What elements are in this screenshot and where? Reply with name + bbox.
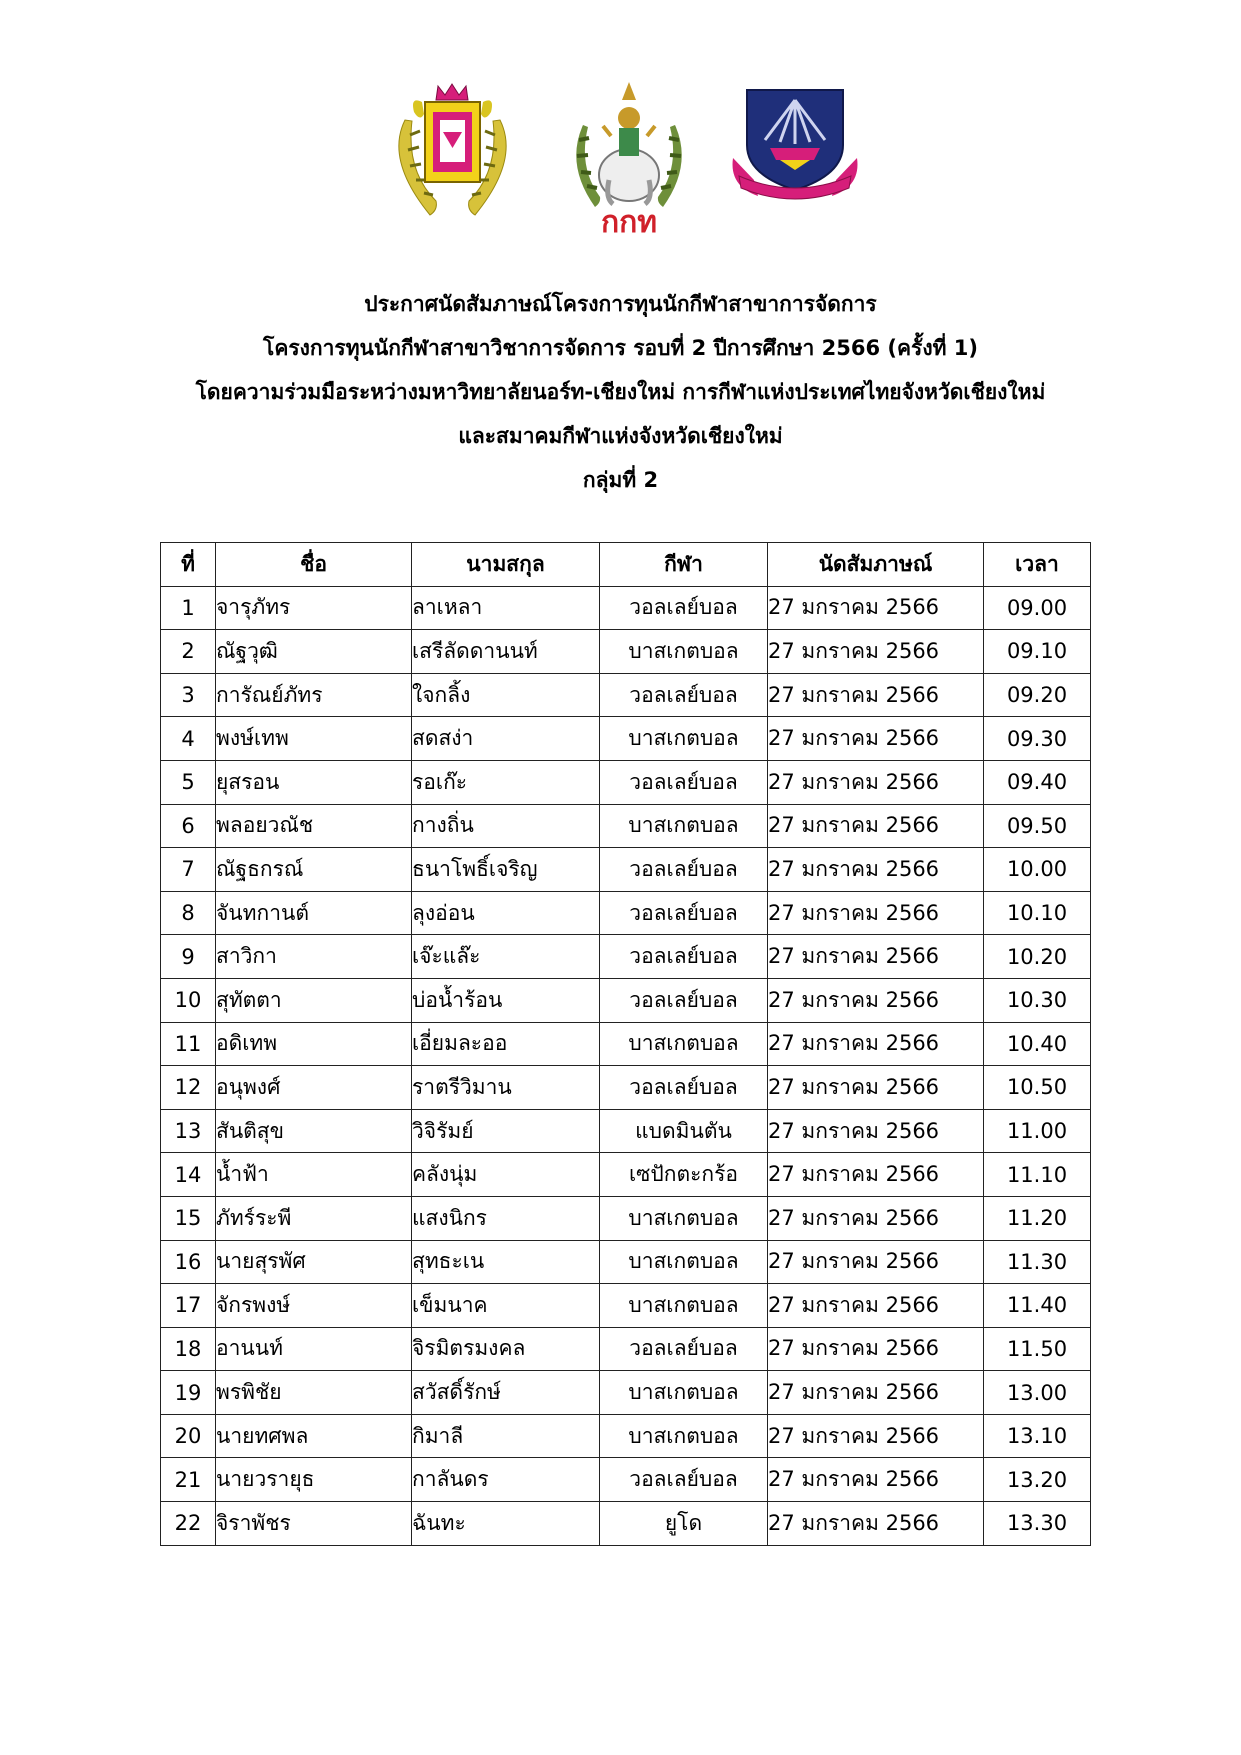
interview-schedule-table bbox=[160, 542, 1091, 1546]
cell-no: 17 bbox=[161, 1284, 216, 1328]
cell-first-name: ยุสรอน bbox=[216, 760, 412, 804]
table-header-row bbox=[161, 543, 1091, 587]
table-row bbox=[161, 1502, 1091, 1546]
cell-interview-date: 27 มกราคม 2566 bbox=[768, 848, 984, 892]
cell-interview-date: 27 มกราคม 2566 bbox=[768, 1371, 984, 1415]
cell-first-name: การัณย์ภัทร bbox=[216, 673, 412, 717]
cell-sport: วอลเลย์บอล bbox=[600, 891, 768, 935]
cell-first-name: อานนท์ bbox=[216, 1327, 412, 1371]
cell-first-name: นายสุรพัศ bbox=[216, 1240, 412, 1284]
cell-sport: วอลเลย์บอล bbox=[600, 935, 768, 979]
cell-last-name: กิมาลี bbox=[412, 1414, 600, 1458]
cell-interview-date: 27 มกราคม 2566 bbox=[768, 1284, 984, 1328]
table-row bbox=[161, 891, 1091, 935]
cell-first-name: ภัทร์ระพี bbox=[216, 1196, 412, 1240]
cell-first-name: จันทกานต์ bbox=[216, 891, 412, 935]
table-body bbox=[161, 586, 1091, 1545]
cell-sport: บาสเกตบอล bbox=[600, 630, 768, 674]
provincial-association-emblem-logo bbox=[725, 80, 865, 210]
cell-sport: วอลเลย์บอล bbox=[600, 760, 768, 804]
cell-time: 09.10 bbox=[984, 630, 1091, 674]
cell-no: 15 bbox=[161, 1196, 216, 1240]
cell-interview-date: 27 มกราคม 2566 bbox=[768, 760, 984, 804]
cell-sport: บาสเกตบอล bbox=[600, 1414, 768, 1458]
cell-time: 13.10 bbox=[984, 1414, 1091, 1458]
cell-interview-date: 27 มกราคม 2566 bbox=[768, 891, 984, 935]
header-last-name: นามสกุล bbox=[412, 543, 600, 587]
cell-no: 22 bbox=[161, 1502, 216, 1546]
cell-time: 13.00 bbox=[984, 1371, 1091, 1415]
cell-interview-date: 27 มกราคม 2566 bbox=[768, 1109, 984, 1153]
logo-row bbox=[0, 80, 1241, 240]
university-crest-logo bbox=[380, 80, 525, 220]
cell-interview-date: 27 มกราคม 2566 bbox=[768, 673, 984, 717]
cell-time: 11.30 bbox=[984, 1240, 1091, 1284]
cell-interview-date: 27 มกราคม 2566 bbox=[768, 1066, 984, 1110]
announcement-heading bbox=[0, 282, 1241, 502]
header-first-name: ชื่อ bbox=[216, 543, 412, 587]
cell-sport: วอลเลย์บอล bbox=[600, 673, 768, 717]
table-row bbox=[161, 630, 1091, 674]
cell-time: 10.10 bbox=[984, 891, 1091, 935]
cell-interview-date: 27 มกราคม 2566 bbox=[768, 1502, 984, 1546]
cell-sport: แบดมินตัน bbox=[600, 1109, 768, 1153]
table-row bbox=[161, 1240, 1091, 1284]
table-row bbox=[161, 717, 1091, 761]
cell-time: 09.20 bbox=[984, 673, 1091, 717]
cell-last-name: ราตรีวิมาน bbox=[412, 1066, 600, 1110]
cell-last-name: รอเก๊ะ bbox=[412, 760, 600, 804]
cell-first-name: สาวิกา bbox=[216, 935, 412, 979]
cell-first-name: อนุพงศ์ bbox=[216, 1066, 412, 1110]
group-label: กลุ่มที่ 2 bbox=[582, 468, 659, 492]
cell-no: 13 bbox=[161, 1109, 216, 1153]
heading-line-3: โดยความร่วมมือระหว่างมหาวิทยาลัยนอร์ท-เชียงใหม่ การกีฬาแห่งประเทศไทยจังหวัดเชียงใหม่ bbox=[195, 380, 1046, 404]
cell-sport: ยูโด bbox=[600, 1502, 768, 1546]
table-row bbox=[161, 1371, 1091, 1415]
cell-sport: วอลเลย์บอล bbox=[600, 1327, 768, 1371]
cell-time: 10.50 bbox=[984, 1066, 1091, 1110]
cell-time: 10.00 bbox=[984, 848, 1091, 892]
cell-interview-date: 27 มกราคม 2566 bbox=[768, 978, 984, 1022]
heading-line-4: และสมาคมกีฬาแห่งจังหวัดเชียงใหม่ bbox=[458, 424, 783, 448]
table-row bbox=[161, 1022, 1091, 1066]
header-interview-date: นัดสัมภาษณ์ bbox=[768, 543, 984, 587]
cell-time: 10.40 bbox=[984, 1022, 1091, 1066]
cell-first-name: พรพิชัย bbox=[216, 1371, 412, 1415]
cell-last-name: กางถิ่น bbox=[412, 804, 600, 848]
cell-time: 10.20 bbox=[984, 935, 1091, 979]
heading-line-1: ประกาศนัดสัมภาษณ์โครงการทุนนักกีฬาสาขาการจัดการ bbox=[364, 292, 877, 316]
cell-no: 16 bbox=[161, 1240, 216, 1284]
cell-first-name: ณัฐธกรณ์ bbox=[216, 848, 412, 892]
cell-no: 20 bbox=[161, 1414, 216, 1458]
cell-interview-date: 27 มกราคม 2566 bbox=[768, 935, 984, 979]
cell-sport: บาสเกตบอล bbox=[600, 717, 768, 761]
table-row bbox=[161, 1458, 1091, 1502]
cell-first-name: พงษ์เทพ bbox=[216, 717, 412, 761]
cell-no: 18 bbox=[161, 1327, 216, 1371]
cell-sport: วอลเลย์บอล bbox=[600, 978, 768, 1022]
table-row bbox=[161, 804, 1091, 848]
cell-first-name: สุทัตตา bbox=[216, 978, 412, 1022]
cell-interview-date: 27 มกราคม 2566 bbox=[768, 586, 984, 630]
table-row bbox=[161, 1284, 1091, 1328]
cell-first-name: สันติสุข bbox=[216, 1109, 412, 1153]
header-sport: กีฬา bbox=[600, 543, 768, 587]
table-row bbox=[161, 760, 1091, 804]
cell-time: 11.00 bbox=[984, 1109, 1091, 1153]
table-row bbox=[161, 1414, 1091, 1458]
cell-first-name: จารุภัทร bbox=[216, 586, 412, 630]
cell-last-name: ฉันทะ bbox=[412, 1502, 600, 1546]
cell-last-name: สุทธะเน bbox=[412, 1240, 600, 1284]
cell-no: 5 bbox=[161, 760, 216, 804]
cell-last-name: เข็มนาค bbox=[412, 1284, 600, 1328]
cell-last-name: เอี่ยมละออ bbox=[412, 1022, 600, 1066]
cell-sport: บาสเกตบอล bbox=[600, 1284, 768, 1328]
heading-line-2: โครงการทุนนักกีฬาสาขาวิชาการจัดการ รอบที่ 2 ปีการศึกษา 2566 (ครั้งที่ 1) bbox=[263, 336, 978, 360]
cell-interview-date: 27 มกราคม 2566 bbox=[768, 717, 984, 761]
header-time: เวลา bbox=[984, 543, 1091, 587]
table-row bbox=[161, 586, 1091, 630]
cell-sport: วอลเลย์บอล bbox=[600, 1066, 768, 1110]
cell-interview-date: 27 มกราคม 2566 bbox=[768, 1327, 984, 1371]
table-row bbox=[161, 1153, 1091, 1197]
cell-time: 09.00 bbox=[984, 586, 1091, 630]
cell-no: 11 bbox=[161, 1022, 216, 1066]
cell-first-name: จิราพัชร bbox=[216, 1502, 412, 1546]
cell-first-name: อดิเทพ bbox=[216, 1022, 412, 1066]
table-row bbox=[161, 1109, 1091, 1153]
cell-time: 09.30 bbox=[984, 717, 1091, 761]
cell-no: 2 bbox=[161, 630, 216, 674]
header-no: ที่ bbox=[161, 543, 216, 587]
cell-time: 11.50 bbox=[984, 1327, 1091, 1371]
cell-last-name: จิรมิตรมงคล bbox=[412, 1327, 600, 1371]
cell-time: 11.40 bbox=[984, 1284, 1091, 1328]
cell-time: 13.20 bbox=[984, 1458, 1091, 1502]
table-row bbox=[161, 978, 1091, 1022]
cell-time: 09.40 bbox=[984, 760, 1091, 804]
cell-first-name: น้ำฟ้า bbox=[216, 1153, 412, 1197]
cell-last-name: เสรีลัดดานนท์ bbox=[412, 630, 600, 674]
table-row bbox=[161, 848, 1091, 892]
cell-last-name: กาลันดร bbox=[412, 1458, 600, 1502]
cell-interview-date: 27 มกราคม 2566 bbox=[768, 1153, 984, 1197]
cell-no: 14 bbox=[161, 1153, 216, 1197]
cell-no: 9 bbox=[161, 935, 216, 979]
cell-no: 10 bbox=[161, 978, 216, 1022]
cell-time: 10.30 bbox=[984, 978, 1091, 1022]
cell-no: 19 bbox=[161, 1371, 216, 1415]
cell-last-name: บ่อน้ำร้อน bbox=[412, 978, 600, 1022]
cell-no: 7 bbox=[161, 848, 216, 892]
table-row bbox=[161, 1066, 1091, 1110]
sports-authority-emblem-logo bbox=[565, 80, 693, 238]
cell-no: 8 bbox=[161, 891, 216, 935]
cell-sport: บาสเกตบอล bbox=[600, 804, 768, 848]
table-row bbox=[161, 935, 1091, 979]
cell-last-name: ใจกลิ้ง bbox=[412, 673, 600, 717]
table-row bbox=[161, 1196, 1091, 1240]
cell-no: 4 bbox=[161, 717, 216, 761]
cell-no: 12 bbox=[161, 1066, 216, 1110]
emblem-lettering: กกท bbox=[600, 205, 658, 238]
cell-last-name: วิจิรัมย์ bbox=[412, 1109, 600, 1153]
cell-time: 13.30 bbox=[984, 1502, 1091, 1546]
cell-time: 11.10 bbox=[984, 1153, 1091, 1197]
cell-last-name: เจ๊ะแล๊ะ bbox=[412, 935, 600, 979]
cell-first-name: นายวรายุธ bbox=[216, 1458, 412, 1502]
cell-interview-date: 27 มกราคม 2566 bbox=[768, 804, 984, 848]
cell-no: 21 bbox=[161, 1458, 216, 1502]
cell-interview-date: 27 มกราคม 2566 bbox=[768, 1196, 984, 1240]
cell-first-name: นายทศพล bbox=[216, 1414, 412, 1458]
cell-sport: บาสเกตบอล bbox=[600, 1196, 768, 1240]
cell-last-name: ลาเหลา bbox=[412, 586, 600, 630]
cell-sport: วอลเลย์บอล bbox=[600, 848, 768, 892]
table-row bbox=[161, 1327, 1091, 1371]
cell-last-name: คลังนุ่ม bbox=[412, 1153, 600, 1197]
cell-interview-date: 27 มกราคม 2566 bbox=[768, 1240, 984, 1284]
cell-time: 09.50 bbox=[984, 804, 1091, 848]
cell-time: 11.20 bbox=[984, 1196, 1091, 1240]
cell-first-name: ณัฐวุฒิ bbox=[216, 630, 412, 674]
cell-no: 3 bbox=[161, 673, 216, 717]
cell-sport: บาสเกตบอล bbox=[600, 1371, 768, 1415]
cell-last-name: ธนาโพธิ์เจริญ bbox=[412, 848, 600, 892]
cell-interview-date: 27 มกราคม 2566 bbox=[768, 1022, 984, 1066]
cell-last-name: สดสง่า bbox=[412, 717, 600, 761]
cell-first-name: พลอยวณัช bbox=[216, 804, 412, 848]
cell-no: 6 bbox=[161, 804, 216, 848]
cell-interview-date: 27 มกราคม 2566 bbox=[768, 1414, 984, 1458]
cell-last-name: แสงนิกร bbox=[412, 1196, 600, 1240]
cell-sport: บาสเกตบอล bbox=[600, 1022, 768, 1066]
cell-sport: เซปักตะกร้อ bbox=[600, 1153, 768, 1197]
cell-sport: วอลเลย์บอล bbox=[600, 586, 768, 630]
cell-no: 1 bbox=[161, 586, 216, 630]
cell-last-name: ลุงอ่อน bbox=[412, 891, 600, 935]
cell-sport: บาสเกตบอล bbox=[600, 1240, 768, 1284]
cell-last-name: สวัสดิ์รักษ์ bbox=[412, 1371, 600, 1415]
cell-interview-date: 27 มกราคม 2566 bbox=[768, 630, 984, 674]
table-row bbox=[161, 673, 1091, 717]
cell-interview-date: 27 มกราคม 2566 bbox=[768, 1458, 984, 1502]
cell-first-name: จักรพงษ์ bbox=[216, 1284, 412, 1328]
cell-sport: วอลเลย์บอล bbox=[600, 1458, 768, 1502]
